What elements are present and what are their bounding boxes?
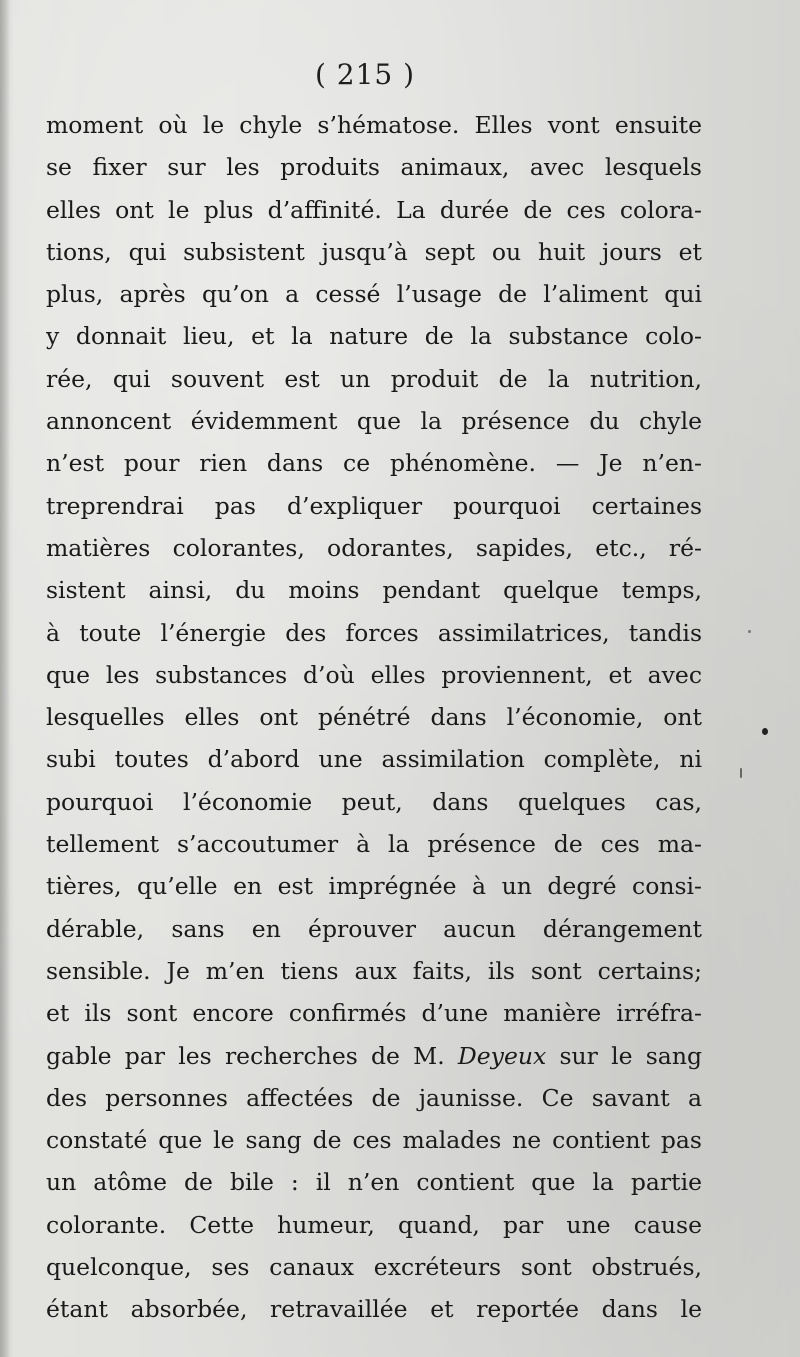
ink-speck	[740, 768, 742, 778]
author-name-italic: Deyeux	[457, 1041, 547, 1070]
text-line-27: colorante. Cette humeur, quand, par une cause	[46, 1210, 702, 1239]
text-line-18: tellement s’accoutumer à la présence de ces ma-	[46, 830, 702, 859]
text-line-13: à toute l’énergie des forces assimilatrices, tandis	[46, 618, 702, 647]
page-number: ( 215 )	[314, 58, 416, 91]
text-line-20: dérable, sans en éprouver aucun dérangement	[46, 914, 702, 943]
text-line-16: subi toutes d’abord une assimilation complète, ni	[46, 745, 702, 774]
line-23-after: sur le sang	[546, 1041, 702, 1070]
text-line-7: rée, qui souvent est un produit de la nutrition,	[46, 364, 702, 393]
text-line-15: lesquelles elles ont pénétré dans l’économie, ont	[46, 703, 702, 732]
text-line-3: elles ont le plus d’affinité. La durée de ces colora-	[46, 195, 702, 224]
text-line-10: treprendrai pas d’expliquer pourquoi certaines	[46, 491, 702, 520]
text-line-19: tières, qu’elle en est imprégnée à un degré consi-	[46, 872, 702, 901]
text-line-22: et ils sont encore confirmés d’une manière irréfra-	[46, 999, 702, 1028]
text-line-8: annoncent évidemment que la présence du chyle	[46, 407, 702, 436]
text-line-4: tions, qui subsistent jusqu’à sept ou huit jours et	[46, 237, 702, 266]
text-line-9: n’est pour rien dans ce phénomène. — Je n’en-	[46, 449, 702, 478]
page-edge-shadow	[0, 0, 10, 1357]
text-line-26: un atôme de bile : il n’en contient que la partie	[46, 1168, 702, 1197]
text-line-24: des personnes affectées de jaunisse. Ce savant a	[46, 1083, 702, 1112]
text-line-11: matières colorantes, odorantes, sapides, etc., ré-	[46, 533, 702, 562]
text-line-5: plus, après qu’on a cessé l’usage de l’aliment qui	[46, 280, 702, 309]
text-line-17: pourquoi l’économie peut, dans quelques cas,	[46, 787, 702, 816]
text-line-29: étant absorbée, retravaillée et reportée dans le	[46, 1295, 702, 1324]
text-line-25: constaté que le sang de ces malades ne contient pas	[46, 1126, 702, 1155]
text-line-21: sensible. Je m’en tiens aux faits, ils sont certains;	[46, 956, 702, 985]
text-line-2: se fixer sur les produits animaux, avec lesquels	[46, 153, 702, 182]
text-line-28: quelconque, ses canaux excréteurs sont obstrués,	[46, 1253, 702, 1282]
ink-speck	[762, 728, 768, 735]
text-line-1: moment où le chyle s’hématose. Elles vont ensuite	[46, 111, 702, 139]
ink-speck	[748, 630, 751, 633]
text-line-6: y donnait lieu, et la nature de la substance colo-	[46, 322, 702, 351]
text-line-12: sistent ainsi, du moins pendant quelque temps,	[46, 576, 702, 605]
body-text	[46, 104, 702, 1331]
text-line-23	[46, 1035, 702, 1077]
line-23-before: gable par les recherches de M.	[46, 1041, 458, 1070]
text-line-14: que les substances d’où elles proviennent, et avec	[46, 660, 702, 689]
